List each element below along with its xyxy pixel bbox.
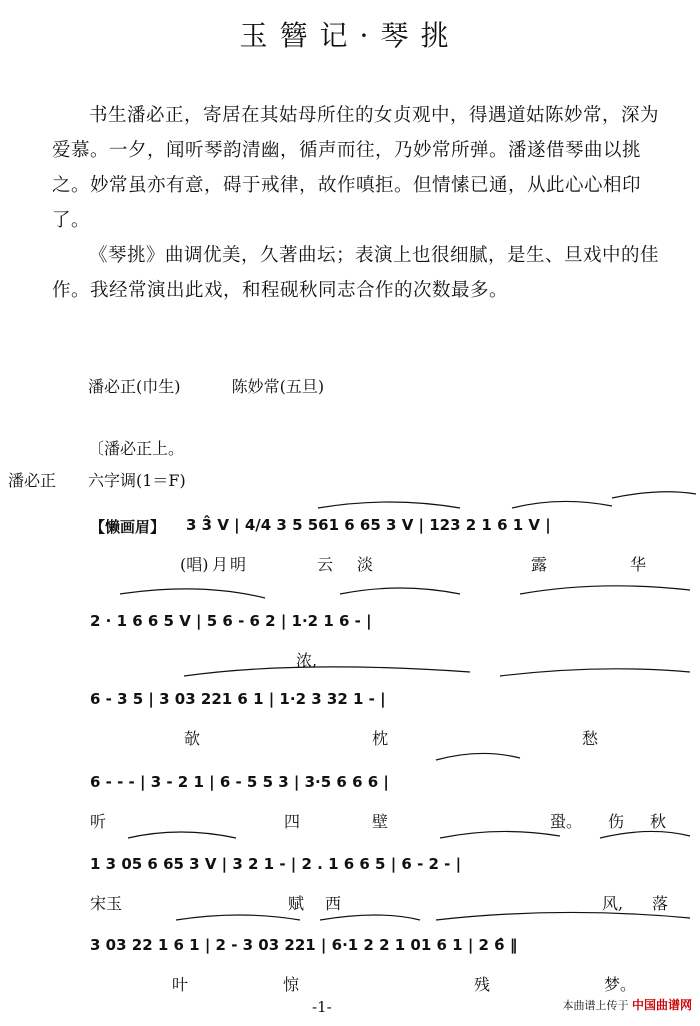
notation-line: 6 - - - | 3 - 2 1 | 6 - 5 5 3 | 3·5 6 6 6 | <box>90 773 389 791</box>
notation-line: 6 - 3 5 | 3 03 221 6 1 | 1·2 3 32 1 - | <box>90 690 386 708</box>
role-chen: 陈妙常(五旦) <box>231 377 325 396</box>
lyric: 梦。 <box>604 975 637 994</box>
lyric: 赋 <box>288 894 305 913</box>
lyric: 秋 <box>650 812 667 831</box>
lyric: 露 <box>531 555 548 574</box>
score-row-1 <box>0 516 700 606</box>
score-row-3 <box>0 690 700 780</box>
lyric: 听 <box>90 812 107 831</box>
credit-text: 本曲谱上传于 <box>562 999 629 1012</box>
lyrics-line <box>0 891 700 915</box>
lyric: 四 <box>284 812 301 831</box>
lyrics-line <box>0 809 700 833</box>
lyric: 惊 <box>283 975 300 994</box>
intro-paragraph-1: 书生潘必正，寄居在其姑母所住的女贞观中，得遇道姑陈妙常，深为爱慕。一夕，闻听琴韵清幽，循声而往，乃妙常所弹。潘遂借琴曲以挑之。妙常虽亦有意，碍于戒律，故作嗔拒。但情愫已通，从此心心相印了。 <box>52 105 660 231</box>
intro-paragraph-2: 《琴挑》曲调优美，久著曲坛；表演上也很细腻，是生、旦戏中的佳作。我经常演出此戏，和程砚秋同志合作的次数最多。 <box>52 245 660 301</box>
lyric: 叶 <box>172 975 189 994</box>
page-number: -1- <box>312 998 332 1016</box>
lyric: 蛩。 <box>550 812 583 831</box>
stage-direction: 〔潘必正上。 <box>88 439 185 458</box>
lyrics-line <box>0 972 700 996</box>
lyric: 浓, <box>296 651 318 670</box>
intro-text <box>52 98 662 308</box>
lyric: (唱) <box>180 555 209 574</box>
lyric: 西 <box>325 894 342 913</box>
lyric: 壁 <box>372 812 389 831</box>
roles-list <box>88 374 370 397</box>
lyric: 落 <box>652 894 669 913</box>
score-row-5 <box>0 855 700 945</box>
singer-label: 潘必正 <box>8 471 57 490</box>
lyric: 残 <box>474 975 491 994</box>
page-title: 玉簪记·琴挑 <box>239 19 461 52</box>
lyrics-line <box>0 726 700 750</box>
score-row-4 <box>0 773 700 863</box>
lyric: 风, <box>602 894 624 913</box>
score-row-2 <box>0 612 700 702</box>
lyric: 枕 <box>372 729 389 748</box>
lyrics-line <box>0 552 700 576</box>
lyric: 宋玉 <box>90 894 123 913</box>
lyric: 伤 <box>608 812 625 831</box>
lyric: 愁 <box>582 729 599 748</box>
lyrics-line <box>0 648 700 672</box>
lyric: 华 <box>630 555 647 574</box>
credit-site[interactable]: 中国曲谱网 <box>631 998 692 1012</box>
notation-line: 3 03 22 1 6 1 | 2 - 3 03 221 | 6·1 2 2 1 01 6 1 | 2 6̂ ‖ <box>90 936 518 954</box>
notation-line: 3 3̂ V | 4/4 3 5 561 6 65 3 V | 123 2 1 6 1 V | <box>186 516 551 534</box>
role-pan: 潘必正(巾生) <box>88 377 181 396</box>
notation-line: 2 · 1 6 6 5 V | 5 6 - 6 2 | 1·2 1 6 - | <box>90 612 372 630</box>
key-signature: 六字调(1＝F) <box>88 471 186 490</box>
lyric: 月 <box>212 555 229 574</box>
lyric: 淡 <box>357 555 374 574</box>
tune-name: 【懒画眉】 <box>90 518 166 536</box>
notation-line: 1 3 05 6 65 3 V | 3 2 1 - | 2 . 1 6 6 5 | 6 - 2 - | <box>90 855 462 873</box>
upload-credit <box>562 996 692 1013</box>
lyric: 欹 <box>184 729 201 748</box>
lyric: 云 <box>317 555 334 574</box>
lyric: 明 <box>230 555 247 574</box>
